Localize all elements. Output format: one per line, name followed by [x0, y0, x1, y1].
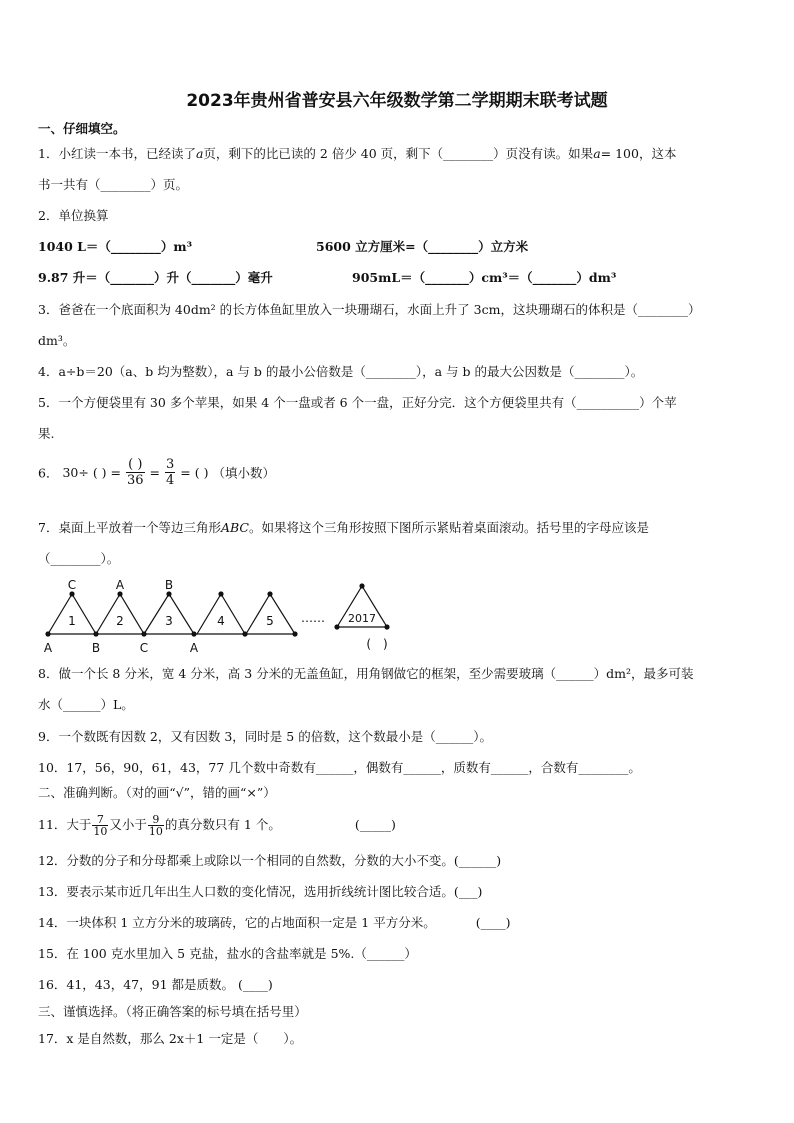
- question-6-equation: 6． 30÷ ( ) = $\frac{( )}{36}$ = $\frac{3}{4}$ = ( ) （填小数）: [38, 457, 275, 488]
- vertex-dot: [218, 591, 223, 596]
- question-2-row-2-left: 9.87 升＝（_______）升（_______）毫升: [38, 270, 273, 285]
- vertex-dot: [93, 631, 98, 636]
- vertex-dot: [359, 583, 364, 588]
- top-label-a: A: [115, 578, 125, 592]
- question-2-heading: 2．单位换算: [38, 208, 109, 223]
- question-2-row-1-right: 5600 立方厘米=（________）立方米: [316, 239, 529, 254]
- section-2-heading: 二、准确判断。（对的画“√”，错的画“×”）: [38, 785, 276, 800]
- fraction-9-10: $\frac{9}{10}$: [148, 813, 163, 838]
- fraction-3-over-4: $\frac{3}{4}$: [166, 457, 175, 488]
- question-7-line-1: 7．桌面上平放着一个等边三角形ABC。如果将这个三角形按照下图所示紧贴着桌面滚动。括号里的字母应该是: [38, 520, 649, 535]
- triangle-number-3: 3: [165, 614, 173, 628]
- question-14-line-1: 14．一块体积 1 立方分米的玻璃砖，它的占地面积一定是 1 平方分米。 (____): [38, 915, 511, 930]
- vertex-dot: [242, 631, 247, 636]
- vertex-dot: [141, 631, 146, 636]
- question-16-line-1: 16．41，43，47，91 都是质数。 (____): [38, 977, 273, 992]
- question-11-line-1: 11．大于 $\frac{7}{10}$ 又小于 $\frac{9}{10}$ 的真分数只有 1 个。 (_____): [38, 813, 396, 838]
- answer-blank: ( ): [366, 637, 388, 651]
- bottom-label-a: A: [43, 641, 53, 655]
- triangle-number-2017: 2017: [348, 612, 376, 625]
- bottom-label-c: C: [139, 641, 149, 655]
- question-5-line-1: 5．一个方便袋里有 30 多个苹果，如果 4 个一盘或者 6 个一盘，正好分完．这个方便袋里共有（__________）个苹: [38, 395, 677, 410]
- fraction-blank-over-36: $\frac{( )}{36}$: [127, 457, 144, 488]
- vertex-dot: [191, 631, 196, 636]
- question-5-line-2: 果.: [38, 426, 55, 441]
- triangle-number-4: 4: [217, 614, 225, 628]
- top-label-b: B: [164, 578, 174, 592]
- section-3-heading: 三、谨慎选择。（将正确答案的标号填在括号里）: [38, 1004, 307, 1019]
- section-1-heading: 一、仔细填空。: [38, 121, 126, 136]
- vertex-dot: [117, 591, 122, 596]
- question-1-line-1: 1．小红读一本书，已经读了a页，剩下的比已读的 2 倍少 40 页，剩下（________）页没有读。如果a= 100，这本: [38, 146, 677, 161]
- question-8-line-2: 水（______）L。: [38, 697, 134, 712]
- question-2-row-2-right: 905mL＝（_______）cm³＝（_______）dm³: [352, 270, 617, 285]
- vertex-dot: [166, 591, 171, 596]
- question-10-line-1: 10．17，56，90，61，43，77 几个数中奇数有______，偶数有______，质数有______，合数有________。: [38, 760, 641, 775]
- question-13-line-1: 13．要表示某市近几年出生人口数的变化情况，选用折线统计图比较合适。(___): [38, 884, 483, 899]
- question-15-line-1: 15．在 100 克水里加入 5 克盐，盐水的含盐率就是 5%.（______）: [38, 946, 417, 961]
- triangle-number-2: 2: [116, 614, 124, 628]
- triangle-number-5: 5: [266, 614, 274, 628]
- question-3-line-2: dm³。: [38, 333, 76, 348]
- question-8-line-1: 8．做一个长 8 分米，宽 4 分米，高 3 分米的无盖鱼缸，用角钢做它的框架，至少需要玻璃（______）dm²，最多可装: [38, 666, 694, 681]
- fraction-7-10: $\frac{7}{10}$: [93, 813, 108, 838]
- vertex-dot: [334, 624, 339, 629]
- question-17-line-1: 17．x 是自然数，那么 2x＋1 一定是（ ）。: [38, 1031, 303, 1046]
- bottom-label-b: B: [91, 641, 101, 655]
- triangle-number-1: 1: [68, 614, 76, 628]
- question-1-line-2: 书一共有（________）页。: [38, 177, 189, 192]
- bottom-label-a2: A: [189, 641, 199, 655]
- vertex-dot: [45, 631, 50, 636]
- question-7-line-2: （________）。: [38, 551, 120, 566]
- rolling-triangle-figure: [0, 576, 794, 656]
- vertex-dot: [267, 591, 272, 596]
- vertex-dot: [384, 624, 389, 629]
- ellipsis: ……: [301, 611, 325, 625]
- question-3-line-1: 3．爸爸在一个底面积为 40dm² 的长方体鱼缸里放入一块珊瑚石，水面上升了 3cm，这块珊瑚石的体积是（________）: [38, 302, 701, 317]
- question-2-row-1-left: 1040 L＝（________）m³: [38, 239, 193, 254]
- vertex-dot: [292, 631, 297, 636]
- page-title: 2023年贵州省普安县六年级数学第二学期期末联考试题: [186, 91, 608, 111]
- question-9-line-1: 9．一个数既有因数 2，又有因数 3，同时是 5 的倍数，这个数最小是（______）。: [38, 729, 492, 744]
- top-label-c: C: [67, 578, 77, 592]
- vertex-dot: [69, 591, 74, 596]
- question-4-line-1: 4．a÷b＝20（a、b 均为整数），a 与 b 的最小公倍数是（________），a 与 b 的最大公因数是（________）。: [38, 364, 644, 379]
- question-12-line-1: 12．分数的分子和分母都乘上或除以一个相同的自然数，分数的大小不变。(______): [38, 853, 502, 868]
